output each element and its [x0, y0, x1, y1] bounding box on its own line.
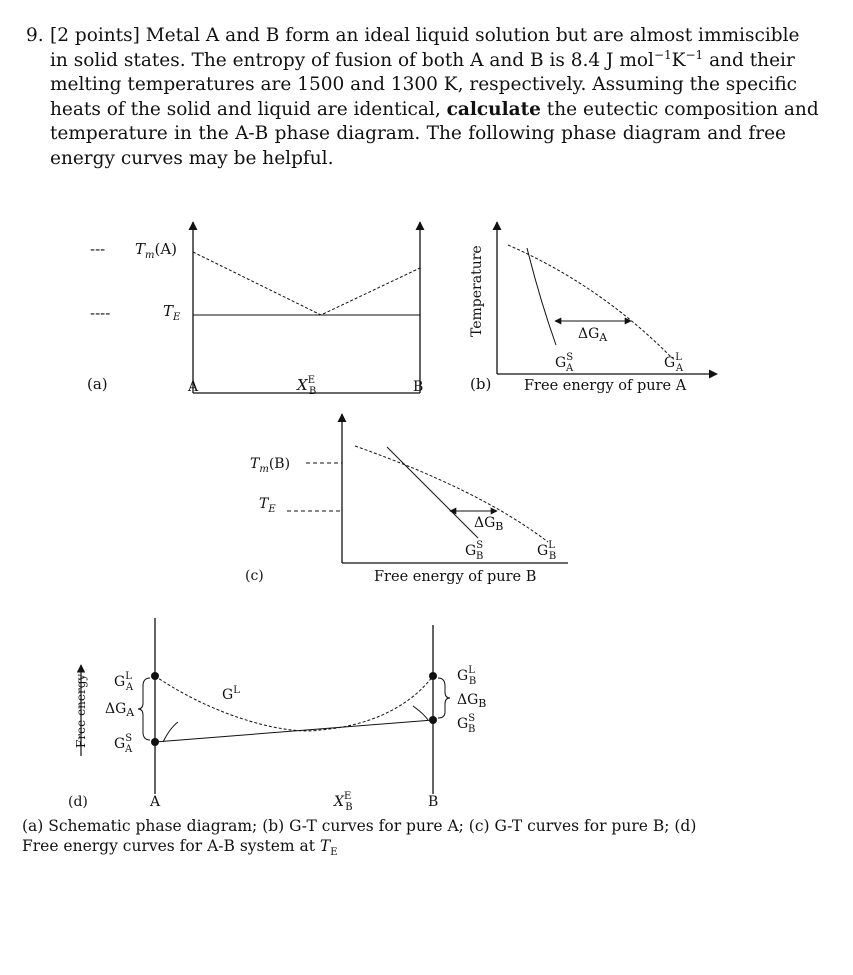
delta-gb-label: $\Delta G_B$: [474, 515, 504, 533]
te-label-a: $T_E$: [163, 302, 181, 323]
panel-c-gt-curves-b: [245, 414, 568, 585]
panel-a-x-right: B: [413, 379, 424, 395]
gs-b-curve: [387, 447, 478, 538]
free-energy-axis-label: Free energy: [74, 673, 88, 748]
panel-b-gt-curves-a: [469, 222, 717, 394]
gl-curve-label: $G^L$: [222, 685, 240, 703]
glb-label: $G^L$ B: [457, 665, 477, 687]
panel-c-label: (c): [245, 568, 264, 584]
tm-a-label: $T_m(A)$: [135, 240, 178, 261]
question-line-6: energy curves may be helpful.: [50, 147, 334, 169]
question-line-3: melting temperatures are 1500 and 1300 K, respectively. Assuming the specific: [50, 74, 798, 95]
temperature-axis-label: Temperature: [469, 245, 485, 337]
panel-d-free-energy: [68, 618, 486, 813]
liquidus-curve: [193, 252, 420, 315]
gs-b-label: $G^S$ B: [465, 540, 484, 562]
gsa-label: $G^S$ A: [114, 733, 133, 755]
points-label: [2 points]: [50, 25, 140, 46]
tm-b-label: $T_m(B)$: [250, 456, 291, 475]
gsb-point: [429, 716, 437, 724]
panel-d-x-right: B: [428, 794, 439, 810]
gl-a-label: $G^L$ A: [664, 352, 684, 374]
te-label-c: $T_E$: [259, 496, 276, 515]
gl-b-label: $G^L$ B: [537, 540, 557, 562]
gl-free-energy-curve: [155, 676, 433, 731]
panel-a-x-left: A: [188, 379, 199, 395]
gs-b-stub: [413, 706, 428, 720]
panel-a-phase-diagram: [87, 222, 423, 397]
panel-b-label: (b): [470, 375, 492, 393]
question-line-1: [2 points] Metal A and B form an ideal liquid solution but are almost immiscible: [50, 25, 800, 46]
calculate-emphasis: calculate: [446, 98, 541, 120]
gla-point: [151, 672, 159, 680]
brace-left: [138, 678, 150, 740]
gla-label: $G^L$ A: [114, 671, 134, 693]
common-tangent-line: [155, 720, 433, 742]
tm-a-dashes: ---: [90, 240, 106, 258]
gs-a-curve: [527, 248, 556, 345]
dga-label: $\Delta G_A$: [105, 701, 135, 719]
delta-ga-label: $\Delta G_A$: [578, 326, 608, 344]
panel-b-x-label: Free energy of pure A: [524, 378, 687, 394]
glb-point: [429, 672, 437, 680]
gsb-label: $G^S$ B: [457, 713, 476, 735]
gsa-point: [151, 738, 159, 746]
question-line-2: in solid states. The entropy of fusion of both A and B is 8.4 J $mol^{-1}K^{-1}$ and their: [50, 47, 795, 71]
question-line-4: heats of the solid and liquid are identical, calculate the eutectic composition and: [50, 98, 819, 120]
gs-a-label: $G^S$ A: [555, 352, 574, 374]
figure-caption: (a) Schematic phase diagram; (b) G-T curves for pure A; (c) G-T curves for pure B; (d) Free energy curves for A-B system at $T_E$: [22, 817, 697, 859]
gs-a-stub: [163, 722, 178, 742]
panel-a-xe-label: $X^E$ B: [297, 375, 317, 397]
dgb-label: $\Delta G_B$: [457, 692, 487, 710]
panel-a-label: (a): [87, 375, 108, 393]
panel-d-label: (d): [68, 794, 88, 810]
panel-c-x-label: Free energy of pure B: [374, 569, 537, 585]
panel-d-xe-label: $X^E$ B: [334, 791, 353, 813]
question-line-5: temperature in the A-B phase diagram. The following phase diagram and free: [50, 123, 786, 144]
gl-b-curve: [355, 446, 548, 542]
te-dashes: ----: [90, 304, 111, 322]
panel-d-x-left: A: [150, 794, 161, 810]
question-number: 9.: [26, 25, 44, 46]
brace-right: [438, 678, 450, 718]
